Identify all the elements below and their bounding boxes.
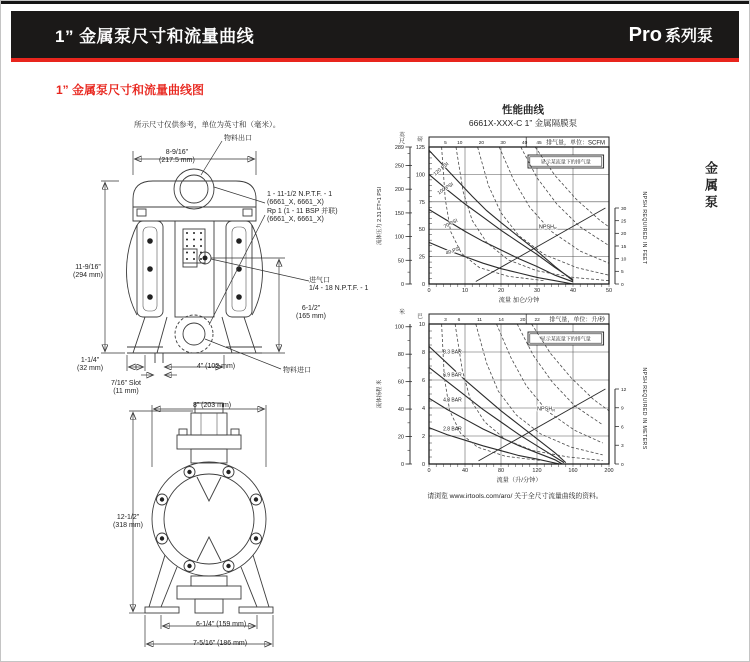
performance-chart-bottom [373, 301, 673, 489]
svg-text:30: 30 [621, 206, 627, 212]
inlet-label: 物料进口 [283, 367, 311, 374]
svg-text:60: 60 [397, 379, 404, 386]
svg-text:6.9 BAR: 6.9 BAR [443, 372, 462, 379]
title-bar [11, 11, 739, 58]
svg-text:120: 120 [532, 468, 542, 474]
svg-text:15: 15 [621, 244, 627, 250]
svg-text:50: 50 [418, 227, 425, 234]
svg-text:6: 6 [457, 318, 461, 323]
svg-text:10: 10 [461, 288, 469, 294]
charts-title: 性能曲线 [502, 104, 544, 116]
svg-text:100: 100 [394, 324, 404, 331]
svg-text:4.8 BAR: 4.8 BAR [443, 397, 462, 404]
svg-text:150: 150 [394, 210, 404, 217]
svg-text:3: 3 [444, 318, 447, 323]
svg-text:50: 50 [397, 258, 404, 265]
svg-text:30: 30 [533, 288, 541, 294]
svg-text:11: 11 [477, 318, 483, 323]
svg-text:0: 0 [421, 282, 425, 288]
svg-text:0: 0 [621, 282, 624, 288]
svg-text:9: 9 [621, 406, 624, 412]
svg-text:6: 6 [621, 425, 624, 431]
svg-text:120 PSI: 120 PSI [432, 161, 451, 178]
footnote: 请浏览 www.irtools.com/aro/ 关于全尺寸流量曲线的资料。 [427, 493, 603, 500]
svg-text:0: 0 [421, 462, 425, 468]
dim-114: 1-1/4” (32 mm) [77, 357, 104, 373]
svg-text:30: 30 [500, 141, 506, 146]
svg-text:12: 12 [621, 387, 627, 393]
svg-text:流体扬程 米: 流体扬程 米 [377, 379, 383, 409]
svg-text:200: 200 [394, 187, 404, 194]
page-top-rule [1, 1, 749, 4]
svg-text:20: 20 [478, 141, 485, 146]
svg-text:22: 22 [534, 318, 540, 323]
series-name: Pro [628, 23, 662, 46]
svg-text:40: 40 [397, 407, 404, 414]
svg-text:NPSHR: $NPSH_R$ [537, 406, 555, 413]
side-width-dim: 8” (203 mm) [193, 402, 232, 409]
svg-text:0: 0 [427, 288, 431, 294]
slot-dim: 7/16” Slot (11 mm) [111, 380, 141, 396]
svg-text:40: 40 [521, 141, 528, 146]
svg-text:排气量，单位：升/秒: 排气量，单位：升/秒 [549, 317, 605, 324]
svg-text:5: 5 [444, 141, 447, 146]
front-width-dim: 8-9/16” (217.5 mm) [159, 149, 195, 165]
front-view-drawing [97, 129, 337, 401]
base-outer-dim: 7-5/16” (186 mm) [193, 640, 248, 647]
svg-text:289: 289 [394, 145, 404, 151]
svg-text:6: 6 [421, 378, 425, 384]
svg-text:0: 0 [427, 468, 431, 474]
svg-text:20: 20 [520, 318, 526, 323]
svg-text:40: 40 [569, 288, 577, 294]
series-suffix: 系列泵 [664, 27, 713, 45]
svg-text:45: 45 [536, 141, 542, 146]
svg-text:100: 100 [415, 172, 425, 179]
svg-text:100: 100 [394, 234, 404, 241]
side-view-drawing [119, 397, 394, 659]
front-height-dim: 11-9/16” (294 mm) [73, 264, 103, 280]
svg-text:20: 20 [497, 288, 505, 294]
svg-text:排气量，单位：SCFM: 排气量，单位：SCFM [546, 140, 605, 147]
svg-text:NPSHR: $NPSH_R$ [538, 224, 557, 231]
svg-text:巴: 巴 [417, 314, 423, 320]
performance-chart-top [373, 121, 673, 306]
dimensions-note: 所示尺寸仅供参考，单位为英寸和（毫米）。 [134, 120, 281, 129]
series-label [629, 23, 713, 47]
svg-text:200: 200 [604, 468, 614, 474]
svg-text:40 PSI: 40 PSI [445, 245, 462, 257]
svg-text:2.8 BAR: 2.8 BAR [443, 426, 462, 433]
svg-text:4: 4 [421, 406, 425, 412]
svg-text:14: 14 [498, 318, 504, 323]
svg-text:流量（升/分钟）: 流量（升/分钟） [496, 477, 542, 484]
air-inlet-label: 进气口 1/4 - 18 N.P.T.F. - 1 [309, 277, 369, 293]
section-heading: 1” 金属泵尺寸和流量曲线图 [56, 83, 205, 97]
svg-text:160: 160 [568, 468, 578, 474]
svg-text:2: 2 [421, 434, 425, 440]
svg-text:20: 20 [397, 434, 404, 441]
svg-text:8: 8 [421, 350, 425, 356]
svg-text:100 PSI: 100 PSI [436, 181, 455, 197]
svg-text:80: 80 [397, 352, 404, 359]
svg-text:50: 50 [605, 288, 613, 294]
svg-text:70 PSI: 70 PSI [442, 217, 459, 231]
svg-text:40: 40 [461, 468, 469, 474]
side-tab: 金属泵 [703, 161, 718, 212]
svg-text:英尺: 英尺 [398, 133, 406, 146]
svg-text:流量 加仑/分钟: 流量 加仑/分钟 [498, 297, 540, 304]
side-height-dim: 12-1/2” (318 mm) [113, 514, 143, 530]
page-title: 1” 金属泵尺寸和流量曲线 [55, 27, 255, 46]
svg-text:NPSH REQUIRED IN FEET: NPSH REQUIRED IN FEET [641, 191, 647, 265]
svg-text:0: 0 [400, 282, 404, 288]
svg-text:20: 20 [621, 232, 627, 238]
svg-text:NPSH REQUIRED IN METERS: NPSH REQUIRED IN METERS [641, 367, 647, 450]
charts-subtitle: 6661X-XXX-C 1” 金属隔膜泵 [468, 118, 578, 128]
svg-text:显示某流量下的排气量: 显示某流量下的排气量 [540, 336, 591, 343]
svg-text:0: 0 [621, 462, 624, 468]
svg-text:10: 10 [621, 257, 627, 263]
svg-text:流体压力 2.31 FT=1 PSI: 流体压力 2.31 FT=1 PSI [377, 187, 383, 245]
dim-4: 4” (102 mm) [197, 363, 236, 370]
svg-text:25: 25 [621, 219, 627, 225]
svg-text:0: 0 [400, 462, 404, 468]
svg-text:5: 5 [621, 270, 624, 276]
svg-text:10: 10 [457, 141, 463, 146]
svg-text:80: 80 [497, 468, 505, 474]
svg-text:75: 75 [418, 199, 425, 206]
svg-text:125: 125 [415, 145, 425, 151]
svg-text:8.3 BAR: 8.3 BAR [443, 349, 462, 356]
red-rule [11, 58, 739, 62]
svg-text:10: 10 [418, 322, 425, 328]
npt-spec: 1 - 11-1/2 N.P.T.F. - 1 (6661_X, 6661_X) Rp 1 (1 - 11 BSP 并联) (6661_X, 6661_X) [267, 191, 338, 224]
outlet-label: 物料出口 [224, 135, 252, 142]
svg-text:250: 250 [394, 163, 404, 170]
base-inner-dim: 6-1/4” (159 mm) [196, 621, 247, 628]
svg-text:显示某流量下的排气量: 显示某流量下的排气量 [540, 159, 591, 166]
dim-65: 6-1/2” (165 mm) [296, 305, 326, 321]
svg-text:3: 3 [621, 444, 624, 450]
svg-text:磅: 磅 [417, 137, 423, 143]
svg-text:米: 米 [398, 310, 406, 316]
svg-text:25: 25 [418, 254, 425, 261]
